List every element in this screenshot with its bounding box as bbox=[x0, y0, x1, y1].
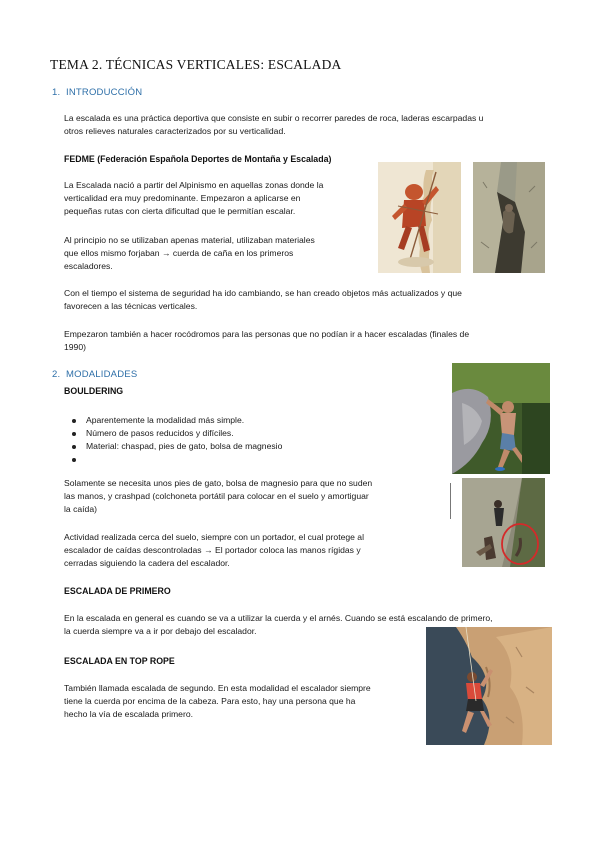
list-item: Material: chaspad, pies de gato, bolsa de magnesio bbox=[66, 440, 396, 453]
text-line: La escalada es una práctica deportiva que consiste en subir o recorrer paredes de roca, laderas escarpadas u bbox=[64, 113, 484, 123]
text-line: La Escalada nació a partir del Alpinismo en aquellas zonas donde la bbox=[64, 180, 324, 190]
list-item: Aparentemente la modalidad más simple. bbox=[66, 414, 396, 427]
text-line: las manos, y crashpad (colchoneta portátil para colocar en el suelo y amortiguar bbox=[64, 491, 369, 502]
rocodromo-paragraph bbox=[64, 328, 564, 354]
section-number: 1. bbox=[52, 87, 61, 98]
text-line: También llamada escalada de segundo. En esta modalidad el escalador siempre bbox=[64, 683, 371, 693]
top-rope-heading: ESCALADA EN TOP ROPE bbox=[64, 656, 175, 666]
text-line: Actividad realizada cerca del suelo, siempre con un portador, el cual protege al bbox=[64, 532, 365, 542]
text-line: verticalidad era muy predominante. Empezaron a aplicarse en bbox=[64, 193, 301, 204]
bouldering-climber-image bbox=[452, 363, 550, 474]
antique-climber-image bbox=[378, 162, 461, 273]
text-line: favorecen a las técnicas verticales. bbox=[64, 301, 198, 312]
material-paragraph bbox=[64, 234, 374, 274]
intro-paragraph bbox=[64, 112, 564, 138]
bouldering-material-paragraph bbox=[64, 477, 444, 517]
text-line: hecho la vía de escalada primero. bbox=[64, 709, 193, 720]
section-heading-introduccion bbox=[52, 87, 142, 98]
text-line: Al principio no se utilizaban apenas material, utilizaban materiales bbox=[64, 235, 315, 245]
page-title: TEMA 2. TÉCNICAS VERTICALES: ESCALADA bbox=[50, 57, 342, 72]
text-line: escaladores. bbox=[64, 261, 113, 272]
primero-heading: ESCALADA DE PRIMERO bbox=[64, 586, 171, 596]
text-line: la cuerda siempre va a ir por debajo del escalador. bbox=[64, 626, 257, 637]
fedme-heading: FEDME (Federación Española Deportes de Montaña y Escalada) bbox=[64, 154, 332, 164]
top-rope-climber-image bbox=[426, 627, 552, 745]
list-item: Número de pasos reducidos y difíciles. bbox=[66, 427, 396, 440]
origin-paragraph bbox=[64, 179, 374, 219]
rock-chimney-image bbox=[473, 162, 545, 273]
text-line: 1990) bbox=[64, 342, 86, 353]
bouldering-bullet-list bbox=[66, 414, 396, 467]
text-line: otros relieves naturales caracterizados por su verticalidad. bbox=[64, 126, 286, 137]
text-line: escalador de caídas descontroladas → El portador coloca las manos rígidas y bbox=[64, 545, 361, 556]
list-item bbox=[66, 454, 396, 467]
text-line: Empezaron también a hacer rocódromos para las personas que no podían ir a hacer escaladas (finales de bbox=[64, 329, 470, 339]
text-line: Con el tiempo el sistema de seguridad ha ido cambiando, se han creado objetos más actualizados y que bbox=[64, 288, 462, 298]
text-line: cerradas siguiendo la cadera del escalador. bbox=[64, 558, 230, 569]
text-line: que ellos mismo forjaban → cuerda de caña en los primeros bbox=[64, 248, 294, 259]
section-heading-label: INTRODUCCIÓN bbox=[66, 87, 143, 98]
evolution-paragraph bbox=[64, 287, 564, 313]
divider-line bbox=[450, 483, 451, 519]
text-line: la caída) bbox=[64, 504, 97, 515]
text-line: Solamente se necesita unos pies de gato, bolsa de magnesio para que no suden bbox=[64, 478, 373, 488]
section-heading-modalidades bbox=[52, 369, 137, 380]
text-line: En la escalada en general es cuando se va a utilizar la cuerda y el arnés. Cuando se está escalando de primero, bbox=[64, 613, 493, 623]
section-heading-label: MODALIDADES bbox=[66, 369, 138, 380]
bouldering-heading: BOULDERING bbox=[64, 386, 124, 396]
top-rope-paragraph bbox=[64, 682, 424, 722]
text-line: tiene la cuerda por encima de la cabeza. Para esto, hay una persona que ha bbox=[64, 696, 356, 707]
text-line: pequeñas rutas con cierta dificultad que le permitían escalar. bbox=[64, 206, 296, 217]
bouldering-spotter-paragraph bbox=[64, 531, 444, 571]
section-number: 2. bbox=[52, 369, 61, 380]
bouldering-spotter-image bbox=[462, 478, 545, 567]
